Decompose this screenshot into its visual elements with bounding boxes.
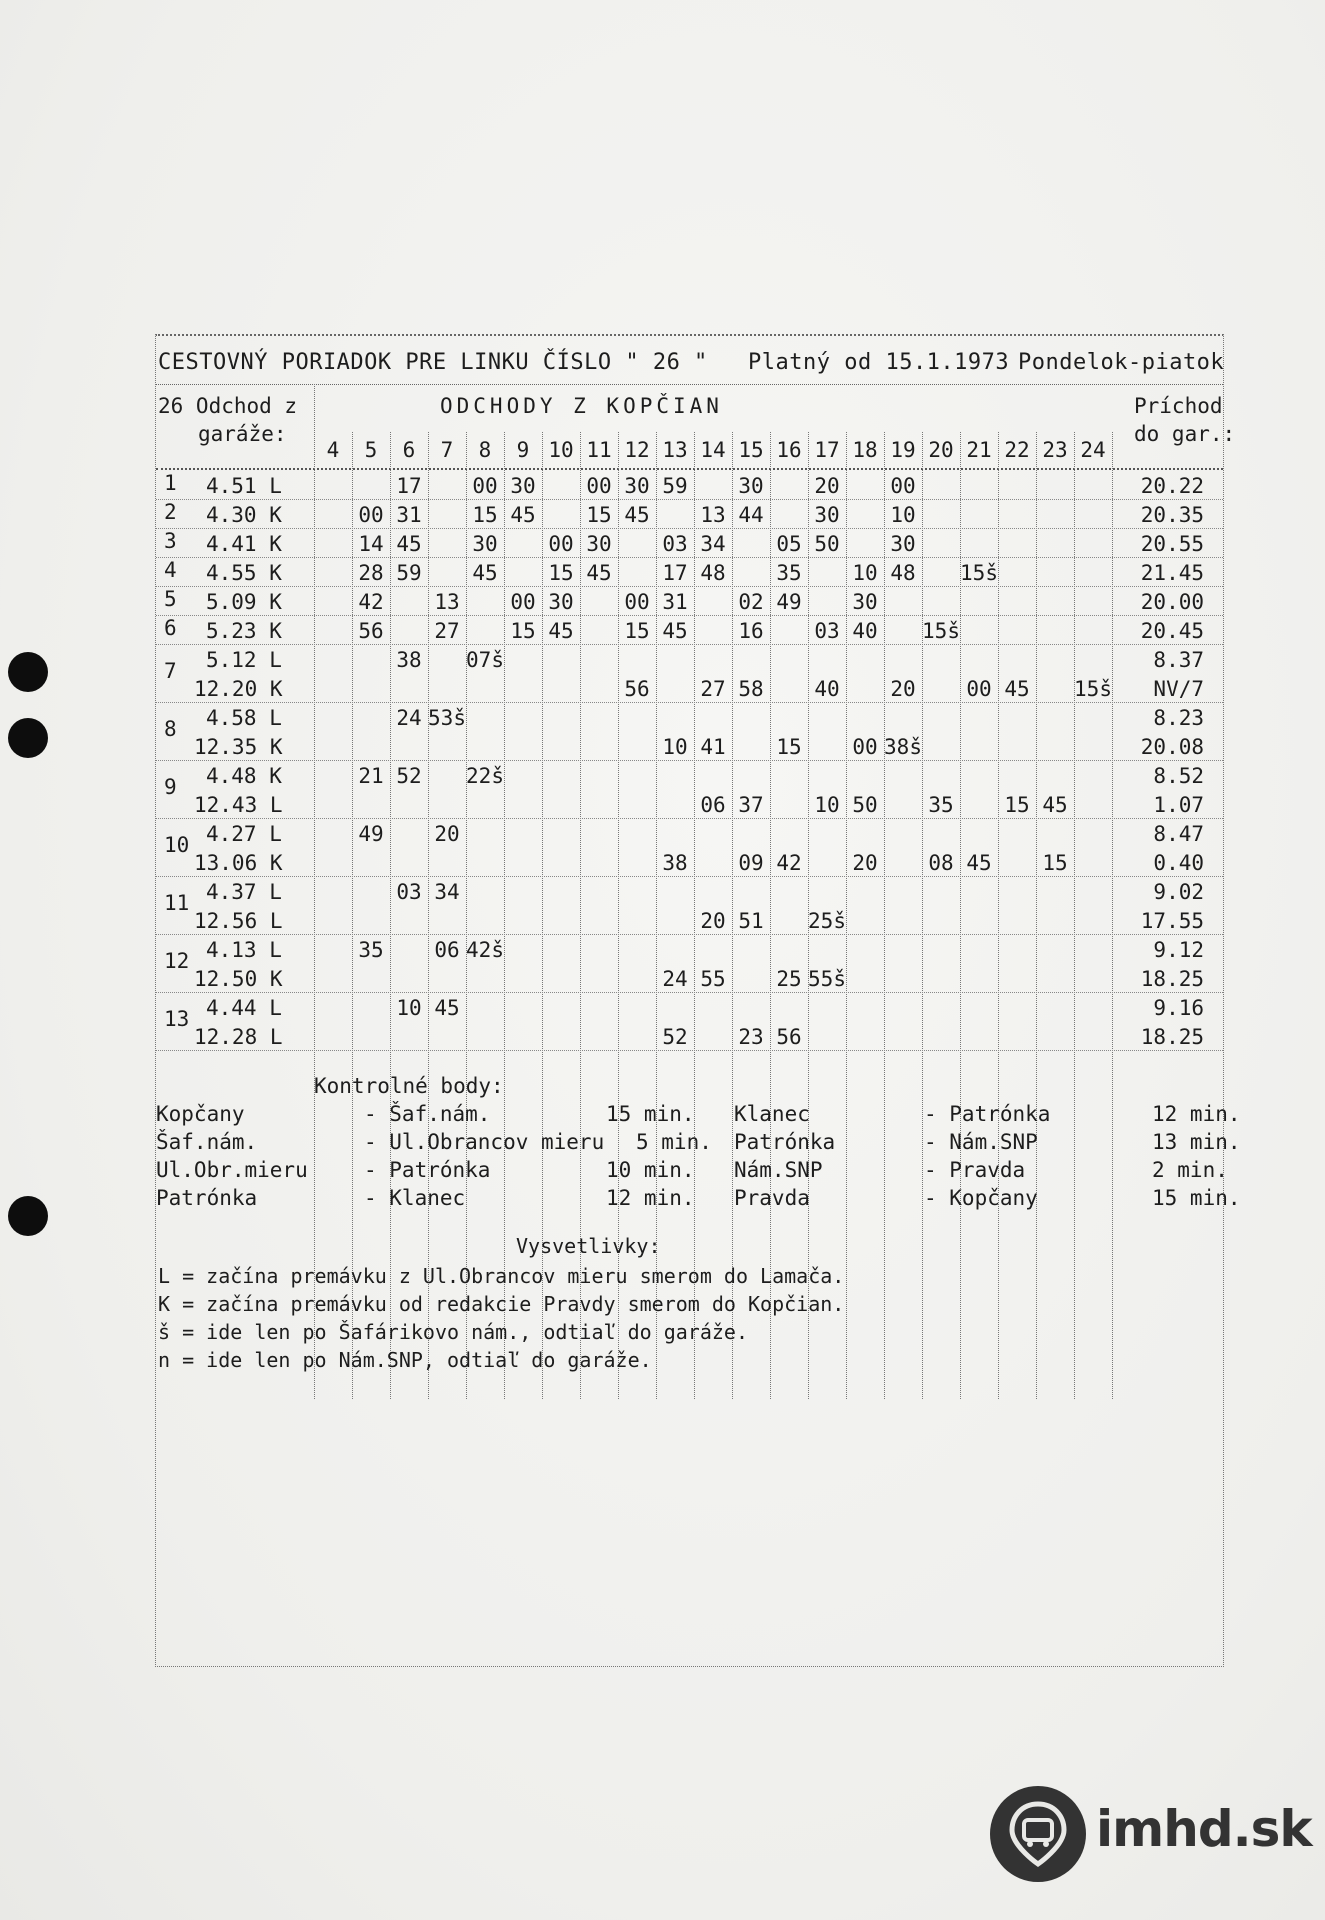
- departure-minute: 30: [814, 503, 840, 527]
- grid-column-line: [504, 432, 505, 1399]
- garage-arrival-time: 20.55: [1140, 532, 1204, 556]
- checkpoint-from: Pravda: [734, 1186, 810, 1210]
- imhd-logo: [990, 1786, 1086, 1882]
- row-separator: [156, 644, 1223, 645]
- garage-departure-time: 12.20 K: [194, 677, 283, 701]
- hour-label: 9: [516, 438, 530, 462]
- departure-minute: 34: [434, 880, 460, 904]
- departure-minute: 17: [396, 474, 422, 498]
- departure-minute: 03: [396, 880, 422, 904]
- departure-minute: 22š: [466, 764, 504, 788]
- departure-minute: 07š: [466, 648, 504, 672]
- hour-label: 5: [364, 438, 378, 462]
- departure-minute: 38: [396, 648, 422, 672]
- row-separator: [156, 615, 1223, 616]
- hour-label: 8: [478, 438, 492, 462]
- arrival-label: Príchod: [1134, 394, 1223, 418]
- departure-minute: 30: [510, 474, 536, 498]
- grid-column-line: [314, 384, 315, 1399]
- row-separator: [156, 934, 1223, 935]
- departure-minute: 45: [548, 619, 574, 643]
- departure-minute: 20: [852, 851, 878, 875]
- departure-minute: 24: [396, 706, 422, 730]
- departure-minute: 45: [586, 561, 612, 585]
- departure-minute: 15: [510, 619, 536, 643]
- departure-minute: 30: [548, 590, 574, 614]
- garage-arrival-time: 9.02: [1153, 880, 1204, 904]
- garage-arrival-time: 20.08: [1140, 735, 1204, 759]
- checkpoint-from: Patrónka: [156, 1186, 258, 1210]
- departure-minute: 17: [662, 561, 688, 585]
- departure-minute: 15: [472, 503, 498, 527]
- departure-minute: 06: [434, 938, 460, 962]
- garage-departure-time: 13.06 K: [194, 851, 283, 875]
- checkpoint-time: 2 min.: [1152, 1158, 1228, 1182]
- departure-minute: 03: [662, 532, 688, 556]
- departure-minute: 30: [472, 532, 498, 556]
- garage-arrival-time: NV/7: [1153, 677, 1204, 701]
- departure-minute: 56: [776, 1025, 802, 1049]
- departure-minute: 40: [814, 677, 840, 701]
- checkpoint-from: Kopčany: [156, 1102, 245, 1126]
- garage-arrival-time: 9.12: [1153, 938, 1204, 962]
- departure-minute: 14: [358, 532, 384, 556]
- departure-minute: 28: [358, 561, 384, 585]
- punch-hole: [8, 718, 48, 758]
- checkpoint-from: Šaf.nám.: [156, 1130, 258, 1154]
- checkpoint-to: - Ul.Obrancov mieru: [364, 1130, 605, 1154]
- garage-arrival-time: 8.37: [1153, 648, 1204, 672]
- garage-arrival-time: 18.25: [1140, 1025, 1204, 1049]
- departure-minute: 35: [358, 938, 384, 962]
- departure-minute: 59: [662, 474, 688, 498]
- departure-minute: 03: [814, 619, 840, 643]
- grid-column-line: [428, 432, 429, 1399]
- row-separator: [156, 586, 1223, 587]
- run-number: 10: [164, 833, 190, 857]
- bus-pin-icon: [1008, 1800, 1068, 1868]
- departure-minute: 05: [776, 532, 802, 556]
- checkpoint-time: 5 min.: [636, 1130, 712, 1154]
- garage-departure-time: 5.09 K: [206, 590, 282, 614]
- timetable-sheet: [155, 334, 1241, 1667]
- departure-minute: 30: [738, 474, 764, 498]
- title-days: Pondelok-piatok: [1018, 350, 1225, 375]
- garage-departure-time: 4.30 K: [206, 503, 282, 527]
- garage-departure-label: 26 Odchod z: [158, 394, 298, 418]
- departure-minute: 51: [738, 909, 764, 933]
- row-separator: [156, 818, 1223, 819]
- checkpoint-to: - Šaf.nám.: [364, 1102, 491, 1126]
- legend-item: L = začína premávku z Ul.Obrancov mieru smerom do Lamača.: [158, 1264, 845, 1288]
- run-number: 11: [164, 891, 190, 915]
- departure-minute: 15: [1004, 793, 1030, 817]
- departure-minute: 10: [814, 793, 840, 817]
- hour-label: 23: [1042, 438, 1068, 462]
- garage-departure-time: 12.56 L: [194, 909, 283, 933]
- departure-minute: 27: [700, 677, 726, 701]
- checkpoint-from: Klanec: [734, 1102, 810, 1126]
- departure-minute: 13: [434, 590, 460, 614]
- departure-minute: 50: [852, 793, 878, 817]
- hour-label: 22: [1004, 438, 1030, 462]
- garage-arrival-time: 21.45: [1140, 561, 1204, 585]
- garage-arrival-time: 8.23: [1153, 706, 1204, 730]
- legend-item: š = ide len po Šafárikovo nám., odtiaľ do garáže.: [158, 1320, 749, 1344]
- checkpoint-to: - Pravda: [924, 1158, 1026, 1182]
- departure-minute: 13: [700, 503, 726, 527]
- departure-minute: 30: [586, 532, 612, 556]
- departure-minute: 00: [852, 735, 878, 759]
- legend-title: Vysvetlivky:: [516, 1234, 661, 1258]
- departure-minute: 30: [852, 590, 878, 614]
- departure-minute: 02: [738, 590, 764, 614]
- departure-minute: 45: [434, 996, 460, 1020]
- departure-minute: 25š: [808, 909, 846, 933]
- hour-label: 16: [776, 438, 802, 462]
- departure-minute: 56: [358, 619, 384, 643]
- departure-minute: 00: [966, 677, 992, 701]
- row-separator: [156, 992, 1223, 993]
- departure-minute: 45: [662, 619, 688, 643]
- departure-minute: 55: [700, 967, 726, 991]
- row-separator: [156, 876, 1223, 877]
- departure-minute: 49: [776, 590, 802, 614]
- departure-minute: 10: [890, 503, 916, 527]
- hour-label: 12: [624, 438, 650, 462]
- departure-minute: 45: [966, 851, 992, 875]
- garage-arrival-time: 8.52: [1153, 764, 1204, 788]
- departure-minute: 00: [890, 474, 916, 498]
- departure-minute: 48: [890, 561, 916, 585]
- departure-minute: 00: [510, 590, 536, 614]
- departure-minute: 30: [624, 474, 650, 498]
- garage-departure-time: 5.12 L: [206, 648, 282, 672]
- departure-minute: 25: [776, 967, 802, 991]
- departure-minute: 00: [548, 532, 574, 556]
- hour-label: 15: [738, 438, 764, 462]
- run-number: 4: [164, 557, 177, 582]
- departure-minute: 15š: [960, 561, 998, 585]
- run-number: 9: [164, 775, 177, 799]
- garage-departure-time: 4.44 L: [206, 996, 282, 1020]
- departure-minute: 06: [700, 793, 726, 817]
- departure-minute: 20: [814, 474, 840, 498]
- departure-minute: 40: [852, 619, 878, 643]
- departure-minute: 15: [586, 503, 612, 527]
- hour-label: 7: [440, 438, 454, 462]
- run-number: 12: [164, 949, 190, 973]
- punch-hole: [8, 652, 48, 692]
- departure-minute: 58: [738, 677, 764, 701]
- run-number: 8: [164, 717, 177, 741]
- title-line-number: CESTOVNÝ PORIADOK PRE LINKU ČÍSLO " 26 ": [158, 350, 708, 375]
- departure-minute: 56: [624, 677, 650, 701]
- departure-minute: 42: [358, 590, 384, 614]
- garage-departure-time: 4.55 K: [206, 561, 282, 585]
- departure-minute: 00: [586, 474, 612, 498]
- departure-minute: 20: [700, 909, 726, 933]
- hour-label: 24: [1080, 438, 1106, 462]
- run-number: 3: [164, 528, 177, 553]
- departure-minute: 53š: [428, 706, 466, 730]
- row-separator: [156, 499, 1223, 500]
- garage-arrival-time: 18.25: [1140, 967, 1204, 991]
- departure-minute: 20: [434, 822, 460, 846]
- garage-departure-time: 12.35 K: [194, 735, 283, 759]
- departure-minute: 45: [396, 532, 422, 556]
- departure-minute: 15: [1042, 851, 1068, 875]
- departure-minute: 34: [700, 532, 726, 556]
- checkpoint-from: Nám.SNP: [734, 1158, 823, 1182]
- departure-minute: 45: [510, 503, 536, 527]
- departure-minute: 45: [1004, 677, 1030, 701]
- garage-departure-time: 4.48 K: [206, 764, 282, 788]
- row-separator: [156, 557, 1223, 558]
- departure-minute: 52: [396, 764, 422, 788]
- departure-minute: 45: [624, 503, 650, 527]
- departure-minute: 30: [890, 532, 916, 556]
- departure-minute: 41: [700, 735, 726, 759]
- title-valid-from: Platný od 15.1.1973: [748, 350, 1010, 375]
- row-separator: [156, 1050, 1223, 1051]
- grid-column-line: [1036, 432, 1037, 1399]
- row-separator: [156, 702, 1223, 703]
- departure-minute: 00: [624, 590, 650, 614]
- garage-departure-time: 4.27 L: [206, 822, 282, 846]
- hour-label: 6: [402, 438, 416, 462]
- departure-minute: 35: [928, 793, 954, 817]
- departure-minute: 10: [662, 735, 688, 759]
- row-separator: [156, 760, 1223, 761]
- garage-departure-time: 5.23 K: [206, 619, 282, 643]
- departure-minute: 48: [700, 561, 726, 585]
- departure-minute: 45: [472, 561, 498, 585]
- departure-minute: 23: [738, 1025, 764, 1049]
- departure-minute: 42: [776, 851, 802, 875]
- departure-minute: 55š: [808, 967, 846, 991]
- hour-label: 17: [814, 438, 840, 462]
- departure-minute: 38: [662, 851, 688, 875]
- punch-hole: [8, 1196, 48, 1236]
- checkpoint-to: - Kopčany: [924, 1186, 1038, 1210]
- checkpoint-to: - Klanec: [364, 1186, 466, 1210]
- checkpoint-time: 12 min.: [1152, 1102, 1241, 1126]
- grid-column-line: [922, 432, 923, 1399]
- legend-item: K = začína premávku od redakcie Pravdy smerom do Kopčian.: [158, 1292, 845, 1316]
- checkpoint-to: - Patrónka: [924, 1102, 1051, 1126]
- garage-departure-time: 12.28 L: [194, 1025, 283, 1049]
- departure-minute: 31: [396, 503, 422, 527]
- checkpoint-time: 10 min.: [606, 1158, 695, 1182]
- run-number: 6: [164, 615, 177, 640]
- departure-minute: 15š: [922, 619, 960, 643]
- hour-label: 19: [890, 438, 916, 462]
- run-number: 7: [164, 659, 177, 683]
- checkpoint-time: 13 min.: [1152, 1130, 1241, 1154]
- garage-arrival-time: 20.45: [1140, 619, 1204, 643]
- garage-arrival-time: 20.22: [1140, 474, 1204, 498]
- departure-minute: 20: [890, 677, 916, 701]
- garage-departure-time: 12.50 K: [194, 967, 283, 991]
- garage-departure-time: 4.41 K: [206, 532, 282, 556]
- hour-label: 21: [966, 438, 992, 462]
- run-number: 13: [164, 1007, 190, 1031]
- departure-minute: 15š: [1074, 677, 1112, 701]
- garage-arrival-time: 20.00: [1140, 590, 1204, 614]
- garage-departure-time: 12.43 L: [194, 793, 283, 817]
- garage-arrival-time: 20.35: [1140, 503, 1204, 527]
- legend-item: n = ide len po Nám.SNP, odtiaľ do garáže.: [158, 1348, 652, 1372]
- departure-minute: 08: [928, 851, 954, 875]
- departure-minute: 52: [662, 1025, 688, 1049]
- hour-label: 20: [928, 438, 954, 462]
- garage-departure-label-2: garáže:: [198, 422, 287, 446]
- departure-minute: 21: [358, 764, 384, 788]
- run-number: 5: [164, 586, 177, 611]
- hour-label: 13: [662, 438, 688, 462]
- departure-minute: 00: [358, 503, 384, 527]
- departure-minute: 16: [738, 619, 764, 643]
- run-number: 2: [164, 499, 177, 524]
- checkpoint-time: 15 min.: [606, 1102, 695, 1126]
- departure-minute: 15: [548, 561, 574, 585]
- departure-minute: 59: [396, 561, 422, 585]
- checkpoint-time: 15 min.: [1152, 1186, 1241, 1210]
- garage-arrival-time: 0.40: [1153, 851, 1204, 875]
- row-separator: [156, 528, 1223, 529]
- checkpoint-to: - Nám.SNP: [924, 1130, 1038, 1154]
- departure-minute: 38š: [884, 735, 922, 759]
- departure-minute: 45: [1042, 793, 1068, 817]
- hour-label: 11: [586, 438, 612, 462]
- garage-arrival-time: 8.47: [1153, 822, 1204, 846]
- departure-minute: 10: [396, 996, 422, 1020]
- departure-minute: 31: [662, 590, 688, 614]
- checkpoint-time: 12 min.: [606, 1186, 695, 1210]
- departure-minute: 50: [814, 532, 840, 556]
- hour-label: 4: [326, 438, 340, 462]
- departure-minute: 37: [738, 793, 764, 817]
- departure-minute: 27: [434, 619, 460, 643]
- checkpoint-to: - Patrónka: [364, 1158, 491, 1182]
- title-row: [156, 336, 1223, 385]
- departure-minute: 35: [776, 561, 802, 585]
- garage-departure-time: 4.13 L: [206, 938, 282, 962]
- grid-column-line: [1112, 432, 1113, 1399]
- checkpoint-from: Ul.Obr.mieru: [156, 1158, 308, 1182]
- grid-column-line: [1074, 432, 1075, 1399]
- departures-heading: ODCHODY Z KOPČIAN: [440, 394, 723, 418]
- departure-minute: 42š: [466, 938, 504, 962]
- departure-minute: 10: [852, 561, 878, 585]
- hour-label: 10: [548, 438, 574, 462]
- departure-minute: 09: [738, 851, 764, 875]
- garage-arrival-time: 17.55: [1140, 909, 1204, 933]
- garage-arrival-time: 1.07: [1153, 793, 1204, 817]
- garage-arrival-time: 9.16: [1153, 996, 1204, 1020]
- arrival-label-2: do gar.:: [1134, 422, 1236, 446]
- hour-label: 18: [852, 438, 878, 462]
- departure-minute: 15: [624, 619, 650, 643]
- departure-minute: 49: [358, 822, 384, 846]
- garage-departure-time: 4.58 L: [206, 706, 282, 730]
- checkpoints-title: Kontrolné body:: [314, 1074, 504, 1098]
- checkpoint-from: Patrónka: [734, 1130, 836, 1154]
- departure-minute: 44: [738, 503, 764, 527]
- garage-departure-time: 4.51 L: [206, 474, 282, 498]
- departure-minute: 24: [662, 967, 688, 991]
- run-number: 1: [164, 470, 177, 495]
- departure-minute: 15: [776, 735, 802, 759]
- imhd-logo-text: imhd.sk: [1096, 1800, 1312, 1858]
- departure-minute: 00: [472, 474, 498, 498]
- hour-label: 14: [700, 438, 726, 462]
- garage-departure-time: 4.37 L: [206, 880, 282, 904]
- grid-column-line: [998, 432, 999, 1399]
